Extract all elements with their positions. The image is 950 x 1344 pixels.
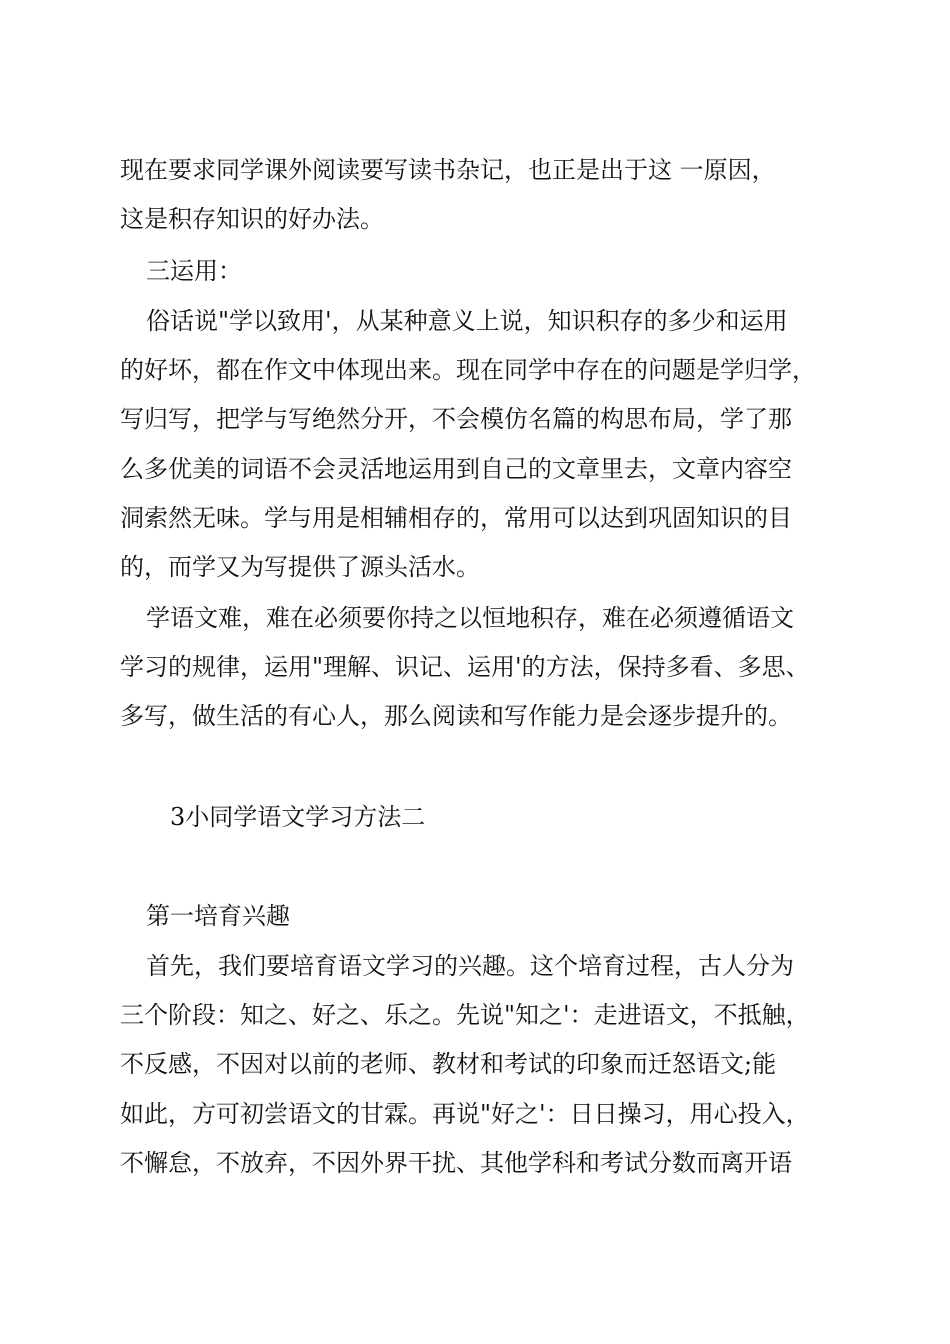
paragraph-line: 学习的规律，运用"理解、识记、运用'的方法，保持多看、多思、 (120, 653, 810, 681)
paragraph-line: 不懈怠，不放弃，不因外界干扰、其他学科和考试分数而离开语 (120, 1149, 792, 1177)
section-heading: 三运用： (146, 257, 242, 285)
paragraph-line: 现在要求同学课外阅读要写读书杂记，也正是出于这 一原因， (120, 156, 776, 184)
paragraph-line: 三个阶段：知之、好之、乐之。先说"知之'：走进语文，不抵触， (120, 1001, 810, 1029)
section-title: 3小同学语文学习方法二 (170, 803, 426, 831)
paragraph-line: 洞索然无味。学与用是相辅相存的，常用可以达到巩固知识的目 (120, 504, 792, 532)
paragraph-line: 这是积存知识的好办法。 (120, 205, 384, 233)
paragraph-line: 不反感，不因对以前的老师、教材和考试的印象而迁怒语文;能 (120, 1050, 777, 1078)
paragraph-line: 么多优美的词语不会灵活地运用到自己的文章里去，文章内容空 (120, 455, 792, 483)
section-heading: 第一培育兴趣 (146, 902, 290, 930)
paragraph-line: 多写，做生活的有心人，那么阅读和写作能力是会逐步提升的。 (120, 702, 792, 730)
paragraph-line: 学语文难，难在必须要你持之以恒地积存，难在必须遵循语文 (146, 604, 794, 632)
paragraph-line: 如此，方可初尝语文的甘霖。再说"好之'：日日操习，用心投入， (120, 1100, 810, 1128)
paragraph-line: 俗话说"学以致用'，从某种意义上说，知识积存的多少和运用 (146, 307, 788, 335)
paragraph-line: 写归写，把学与写绝然分开，不会模仿名篇的构思布局，学了那 (120, 405, 792, 433)
paragraph-line: 的，而学又为写提供了源头活水。 (120, 553, 480, 581)
paragraph-line: 首先，我们要培育语文学习的兴趣。这个培育过程，古人分为 (146, 952, 794, 980)
paragraph-line: 的好坏，都在作文中体现出来。现在同学中存在的问题是学归学， (120, 356, 816, 384)
